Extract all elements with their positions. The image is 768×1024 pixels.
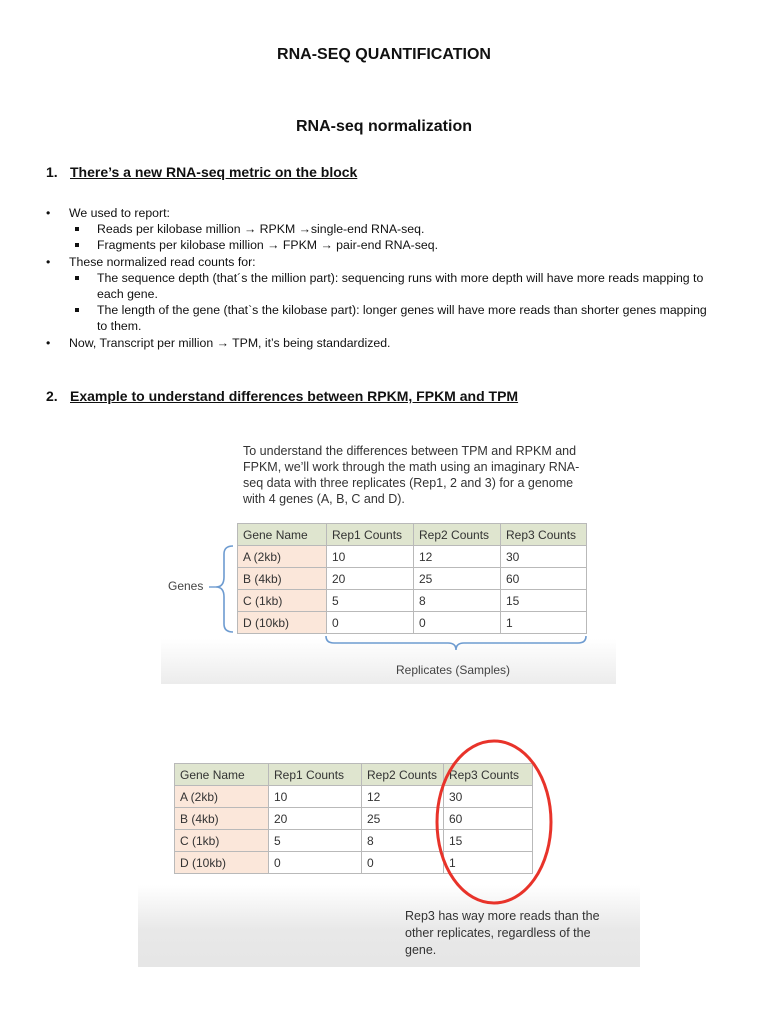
count-cell: 12: [362, 786, 444, 808]
rep3-highlight-circle: [437, 741, 551, 903]
gene-name-cell: C (1kb): [175, 830, 269, 852]
sub-bullet-item: The length of the gene (that`s the kilobase part): longer genes will have more reads than shorter genes mapping to them.: [46, 302, 716, 334]
bullet-item: • Now, Transcript per million → TPM, it’s being standardized.: [46, 335, 716, 351]
count-cell: 5: [327, 590, 414, 612]
bracket-annotations: [161, 434, 616, 684]
gene-name-cell: D (10kb): [238, 612, 327, 634]
count-cell: 5: [269, 830, 362, 852]
count-cell: 20: [327, 568, 414, 590]
count-cell: 10: [327, 546, 414, 568]
count-cell: 0: [269, 852, 362, 874]
sub-bullet-item: Fragments per kilobase million → FPKM → pair-end RNA-seq.: [46, 237, 716, 253]
section-2-title: Example to understand differences between RPKM, FPKM and TPM: [70, 388, 519, 404]
count-cell: 0: [414, 612, 501, 634]
count-cell: 25: [414, 568, 501, 590]
count-cell: 25: [362, 808, 444, 830]
bullet-item: • These normalized read counts for:: [46, 254, 716, 270]
column-header: Rep3 Counts: [444, 764, 533, 786]
count-cell: 60: [444, 808, 533, 830]
section-2-heading: [46, 388, 518, 404]
column-header: Gene Name: [238, 524, 327, 546]
genes-bracket: [216, 546, 233, 632]
count-cell: 60: [501, 568, 587, 590]
rep3-note: Rep3 has way more reads than the other replicates, regardless of the gene.: [405, 909, 600, 957]
gene-name-cell: B (4kb): [175, 808, 269, 830]
column-header: Rep1 Counts: [327, 524, 414, 546]
gene-name-cell: A (2kb): [238, 546, 327, 568]
section-1-bullet-list: [46, 205, 716, 351]
count-cell: 1: [444, 852, 533, 874]
genes-label: Genes: [168, 579, 204, 593]
count-cell: 30: [444, 786, 533, 808]
column-header: Rep2 Counts: [362, 764, 444, 786]
replicates-bracket: [326, 636, 586, 650]
figure-1-caption: To understand the differences between TPM and RPKM and FPKM, we’ll work through the math using an imaginary RNA-seq data with three replicates (Rep1, 2 and 3) for a genome with 4 genes (A, B, C and D).: [243, 444, 580, 506]
count-cell: 0: [327, 612, 414, 634]
figure-replicates-table: [161, 434, 616, 684]
column-header: Rep2 Counts: [414, 524, 501, 546]
count-cell: 1: [501, 612, 587, 634]
count-cell: 10: [269, 786, 362, 808]
section-2-number: 2.: [46, 388, 58, 404]
document-subtitle: RNA-seq normalization: [295, 118, 472, 135]
count-cell: 15: [501, 590, 587, 612]
section-1-title: There’s a new RNA-seq metric on the block: [70, 164, 358, 180]
bullet-item: • We used to report:: [46, 205, 716, 221]
gene-name-cell: D (10kb): [175, 852, 269, 874]
column-header: Rep1 Counts: [269, 764, 362, 786]
sub-bullet-item: The sequence depth (that´s the million part): sequencing runs with more depth will have more reads mapping to each gene.: [46, 270, 716, 302]
count-cell: 30: [501, 546, 587, 568]
gene-name-cell: A (2kb): [175, 786, 269, 808]
figure-rep3-highlight: [138, 730, 640, 967]
document-title: RNA-SEQ QUANTIFICATION: [277, 46, 491, 63]
column-header: Rep3 Counts: [501, 524, 587, 546]
gene-name-cell: B (4kb): [238, 568, 327, 590]
replicates-label: Replicates (Samples): [396, 663, 511, 677]
count-cell: 12: [414, 546, 501, 568]
section-1-number: 1.: [46, 164, 58, 180]
count-cell: 20: [269, 808, 362, 830]
count-cell: 0: [362, 852, 444, 874]
section-1-heading: [46, 164, 357, 180]
gene-name-cell: C (1kb): [238, 590, 327, 612]
column-header: Gene Name: [175, 764, 269, 786]
count-cell: 8: [414, 590, 501, 612]
sub-bullet-item: Reads per kilobase million → RPKM →single-end RNA-seq.: [46, 221, 716, 237]
count-cell: 15: [444, 830, 533, 852]
count-cell: 8: [362, 830, 444, 852]
